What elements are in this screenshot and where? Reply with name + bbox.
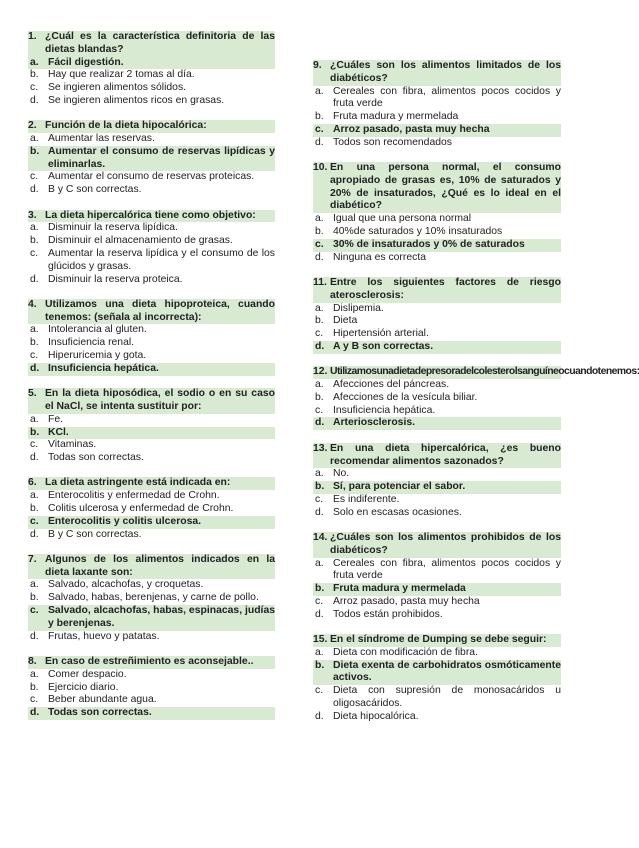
question-text: La dieta hipercalórica tiene como objetivo:: [45, 209, 256, 221]
right-column: [313, 60, 639, 736]
answer-option: [313, 647, 561, 660]
option-text: Salvado, habas, berenjenas, y carne de pollo.: [48, 592, 259, 604]
option-letter: a.: [315, 557, 324, 569]
option-text: Insuficiencia renal.: [48, 337, 135, 349]
option-text: Dislipemia.: [333, 302, 384, 314]
option-text: Arroz pasado, pasta muy hecha: [333, 123, 490, 135]
question-block: [313, 443, 561, 520]
option-text: Es indiferente.: [333, 493, 400, 505]
option-letter: c.: [30, 515, 39, 527]
option-letter: c.: [315, 493, 324, 505]
question-text: ¿Cuáles son los alimentos limitados de los diabéticos?: [330, 60, 561, 84]
option-letter: c.: [30, 247, 39, 259]
question-heading: [28, 477, 275, 490]
option-text: Sí, para potenciar el sabor.: [333, 481, 466, 493]
correct-answer-option: [28, 146, 275, 172]
answer-option: [28, 694, 275, 707]
question-block: [313, 634, 561, 724]
option-text: Fruta madura y mermelada: [333, 583, 466, 595]
option-letter: d.: [30, 707, 40, 719]
option-letter: b.: [315, 315, 324, 327]
option-letter: d.: [315, 608, 324, 620]
option-text: Intolerancia al gluten.: [48, 324, 147, 336]
option-text: B y C son correctas.: [48, 528, 142, 540]
option-text: Vitaminas.: [48, 439, 97, 451]
option-text: Dieta: [333, 315, 358, 327]
option-letter: d.: [30, 184, 39, 196]
answer-option: [28, 579, 275, 592]
option-letter: d.: [30, 273, 39, 285]
option-letter: a.: [315, 302, 324, 314]
question-number: 11.: [313, 276, 327, 288]
correct-answer-option: [313, 341, 561, 354]
question-heading: [28, 120, 275, 133]
question-block: [28, 388, 275, 465]
question-text: En el síndrome de Dumping se debe seguir:: [330, 634, 547, 646]
option-letter: d.: [30, 528, 39, 540]
option-text: Aumentar el consumo de reservas lipídicas y eliminarlas.: [48, 145, 275, 170]
option-text: Afecciones de la vesícula biliar.: [333, 391, 478, 403]
question-block: [313, 162, 561, 264]
question-number: 10.: [313, 162, 328, 174]
option-text: Aumentar las reservas.: [48, 133, 155, 145]
option-text: Disminuir la reserva proteica.: [48, 273, 183, 285]
option-text: No.: [333, 468, 350, 480]
question-text: Función de la dieta hipocalórica:: [45, 120, 207, 132]
answer-option: [313, 392, 561, 405]
answer-option: [313, 328, 561, 341]
question-text: La dieta astringente está indicada en:: [45, 477, 231, 489]
option-text: Arteriosclerosis.: [333, 417, 416, 429]
answer-option: [28, 439, 275, 452]
question-block: [28, 120, 275, 197]
question-number: 12.: [313, 366, 328, 378]
option-letter: d.: [315, 710, 324, 722]
correct-answer-option: [28, 516, 275, 529]
question-text: ¿Cuál es la característica definitoria de las dietas blandas?: [45, 31, 275, 55]
question-heading: [313, 162, 561, 213]
question-heading: [28, 31, 275, 57]
option-text: Comer despacio.: [48, 668, 127, 680]
option-letter: a.: [30, 324, 39, 336]
option-letter: c.: [315, 238, 324, 250]
question-block: [28, 210, 275, 287]
answer-option: [28, 95, 275, 108]
question-heading: [313, 634, 561, 647]
answer-option: [28, 490, 275, 503]
option-letter: c.: [315, 328, 324, 340]
question-number: 1.: [28, 31, 37, 42]
answer-option: [28, 222, 275, 235]
option-letter: d.: [315, 340, 325, 352]
question-text: En una persona normal, el consumo apropiado de grasas es, 10% de saturados y 20% de insaturados, ¿Qué es lo ideal en el diabético?: [330, 162, 561, 212]
option-letter: b.: [30, 503, 39, 514]
option-text: Afecciones del páncreas.: [333, 379, 450, 391]
correct-answer-option: [28, 427, 275, 440]
question-block: [28, 31, 275, 108]
answer-option: [313, 507, 561, 520]
answer-option: [28, 414, 275, 427]
question-heading: [313, 366, 639, 379]
option-letter: d.: [315, 251, 324, 263]
correct-answer-option: [313, 124, 561, 137]
question-heading: [28, 299, 275, 325]
question-block: [28, 656, 275, 720]
option-letter: b.: [30, 145, 40, 157]
question-number: 2.: [28, 120, 37, 132]
option-letter: a.: [315, 468, 324, 480]
answer-option: [28, 337, 275, 350]
answer-option: [28, 324, 275, 337]
option-letter: a.: [315, 379, 324, 391]
option-letter: b.: [315, 391, 324, 403]
option-text: Disminuir el almacenamiento de grasas.: [48, 235, 233, 247]
option-text: Fruta madura y mermelada: [333, 111, 459, 123]
question-block: [313, 60, 561, 150]
answer-option: [313, 596, 561, 609]
option-letter: b.: [30, 592, 39, 604]
option-letter: c.: [30, 171, 39, 183]
option-text: Salvado, alcachofas, habas, espinacas, judías y berenjenas.: [48, 605, 275, 629]
option-text: Todos son recomendados: [333, 136, 452, 148]
left-column: [28, 31, 275, 732]
answer-option: [28, 682, 275, 695]
answer-option: [28, 82, 275, 95]
option-text: Insuficiencia hepática.: [48, 362, 159, 374]
option-text: Solo en escasas ocasiones.: [333, 506, 462, 518]
question-heading: [28, 554, 275, 580]
question-number: 9.: [313, 60, 322, 71]
option-text: Ejercicio diario.: [48, 681, 119, 693]
answer-option: [313, 86, 561, 112]
option-letter: c.: [30, 82, 39, 94]
option-letter: d.: [30, 94, 39, 106]
option-text: Colitis ulcerosa y enfermedad de Crohn.: [48, 503, 234, 514]
option-text: Todas son correctas.: [48, 707, 152, 719]
answer-option: [28, 171, 275, 184]
correct-answer-option: [28, 57, 275, 70]
option-text: Enterocolitis y enfermedad de Crohn.: [48, 490, 220, 502]
option-letter: a.: [30, 579, 39, 591]
option-text: Dieta hipocalórica.: [333, 710, 419, 722]
question-number: 13.: [313, 442, 328, 454]
option-text: Dieta con modificación de fibra.: [333, 646, 478, 658]
question-number: 7.: [28, 553, 37, 565]
option-letter: b.: [315, 111, 324, 123]
answer-option: [28, 452, 275, 465]
question-heading: [313, 277, 561, 303]
answer-option: [28, 235, 275, 248]
correct-answer-option: [313, 481, 561, 494]
option-text: Aumentar el consumo de reservas proteicas.: [48, 171, 255, 183]
option-text: Hipertensión arterial.: [333, 328, 429, 340]
correct-answer-option: [313, 417, 561, 430]
correct-answer-option: [313, 583, 561, 596]
option-letter: b.: [30, 337, 39, 349]
answer-option: [28, 69, 275, 82]
question-block: [313, 277, 561, 354]
option-letter: c.: [315, 595, 324, 607]
option-letter: b.: [315, 226, 324, 238]
option-letter: d.: [315, 417, 325, 429]
option-letter: b.: [315, 481, 325, 493]
option-text: Arroz pasado, pasta muy hecha: [333, 595, 480, 607]
question-text: En una dieta hipercalórica, ¿es bueno recomendar alimentos sazonados?: [330, 442, 561, 467]
correct-answer-option: [313, 660, 561, 686]
option-text: Hiperuricemia y gota.: [48, 350, 147, 362]
option-text: Se ingieren alimentos ricos en grasas.: [48, 94, 225, 106]
question-text: Utilizamos una dieta hipoproteica, cuando tenemos: (señala al incorrecta):: [45, 298, 275, 323]
answer-option: [28, 529, 275, 542]
option-text: Cereales con fibra, alimentos pocos cocidos y fruta verde: [333, 85, 561, 110]
answer-option: [313, 711, 561, 724]
option-text: Enterocolitis y colitis ulcerosa.: [48, 515, 202, 527]
answer-option: [313, 303, 561, 316]
question-heading: [313, 443, 561, 469]
option-letter: a.: [315, 213, 324, 225]
option-letter: a.: [315, 646, 324, 658]
option-text: 30% de insaturados y 0% de saturados: [333, 238, 525, 250]
option-text: 40%de saturados y 10% insaturados: [333, 226, 503, 238]
question-text: Utilizamosunadietadepresoradelcolesterolsanguíneocuandotenemos:: [330, 366, 639, 378]
answer-option: [313, 379, 561, 392]
question-text: Entre los siguientes factores de riesgo aterosclerosis:: [330, 276, 561, 301]
option-letter: d.: [30, 362, 40, 374]
option-letter: a.: [30, 133, 39, 145]
answer-option: [313, 468, 561, 481]
answer-option: [28, 274, 275, 287]
answer-option: [313, 213, 561, 226]
option-letter: b.: [30, 681, 39, 693]
question-text: En la dieta hiposódica, el sodio o en su caso el NaCl, se intenta sustituir por:: [45, 388, 275, 412]
answer-option: [313, 226, 561, 239]
question-heading: [313, 532, 561, 558]
question-block: [313, 532, 561, 622]
answer-option: [313, 558, 561, 584]
option-text: Hay que realizar 2 tomas al día.: [48, 69, 195, 81]
question-number: 4.: [28, 298, 37, 310]
question-block: [313, 366, 639, 430]
option-text: Dieta exenta de carbohidratos osmóticamente activos.: [333, 659, 561, 684]
question-heading: [313, 60, 561, 86]
answer-option: [313, 137, 561, 150]
option-letter: c.: [315, 123, 324, 135]
answer-option: [313, 111, 561, 124]
answer-option: [28, 184, 275, 197]
question-heading: [28, 656, 275, 669]
option-letter: d.: [315, 506, 324, 518]
question-number: 8.: [28, 655, 37, 667]
question-block: [28, 554, 275, 644]
option-text: Igual que una persona normal: [333, 213, 472, 225]
option-text: Salvado, alcachofas, y croquetas.: [48, 579, 204, 591]
question-heading: [28, 388, 275, 414]
option-text: Cereales con fibra, alimentos pocos cocidos y fruta verde: [333, 557, 561, 582]
answer-option: [313, 494, 561, 507]
option-letter: a.: [30, 56, 39, 68]
answer-option: [28, 133, 275, 146]
option-letter: a.: [30, 490, 39, 502]
option-letter: a.: [30, 413, 39, 425]
option-letter: d.: [30, 630, 39, 642]
option-letter: b.: [30, 426, 40, 438]
option-letter: b.: [30, 235, 39, 247]
question-heading: [28, 210, 275, 223]
option-letter: b.: [315, 659, 325, 671]
answer-option: [28, 503, 275, 516]
option-letter: c.: [315, 685, 324, 697]
option-text: Aumentar la reserva lipídica y el consumo de los glúcidos y grasas.: [48, 247, 275, 272]
question-text: ¿Cuáles son los alimentos prohibidos de los diabéticos?: [330, 532, 561, 556]
question-block: [28, 299, 275, 376]
correct-answer-option: [313, 239, 561, 252]
option-text: KCl.: [48, 426, 69, 438]
answer-option: [313, 315, 561, 328]
correct-answer-option: [28, 605, 275, 631]
question-number: 3.: [28, 209, 37, 221]
option-text: B y C son correctas.: [48, 184, 142, 196]
question-block: [28, 477, 275, 541]
answer-option: [28, 631, 275, 644]
option-text: Dieta con supresión de monosacáridos u oligosacáridos.: [333, 685, 561, 710]
option-text: Ninguna es correcta: [333, 251, 426, 263]
answer-option: [28, 350, 275, 363]
question-number: 14.: [313, 532, 328, 543]
answer-option: [28, 248, 275, 274]
option-text: Disminuir la reserva lipídica.: [48, 222, 178, 234]
option-letter: a.: [315, 85, 324, 97]
option-text: Beber abundante agua.: [48, 694, 157, 706]
option-letter: a.: [30, 222, 39, 234]
question-number: 5.: [28, 388, 37, 400]
answer-option: [313, 685, 561, 711]
option-text: Frutas, huevo y patatas.: [48, 630, 160, 642]
option-text: A y B son correctas.: [333, 340, 434, 352]
option-letter: c.: [30, 439, 39, 451]
option-letter: d.: [30, 452, 39, 464]
option-text: Fácil digestión.: [48, 56, 124, 68]
option-letter: d.: [315, 136, 324, 148]
answer-option: [313, 252, 561, 265]
question-text: Algunos de los alimentos indicados en la dieta laxante son:: [45, 553, 275, 578]
correct-answer-option: [28, 363, 275, 376]
option-text: Fe.: [48, 413, 64, 425]
answer-option: [313, 609, 561, 622]
option-letter: c.: [30, 694, 39, 706]
correct-answer-option: [28, 707, 275, 720]
answer-option: [313, 405, 561, 418]
option-text: Todos están prohibidos.: [333, 608, 443, 620]
option-letter: c.: [30, 605, 39, 617]
option-letter: c.: [315, 404, 324, 416]
option-letter: c.: [30, 350, 39, 362]
question-number: 6.: [28, 477, 37, 489]
option-letter: a.: [30, 668, 39, 680]
option-text: Se ingieren alimentos sólidos.: [48, 82, 187, 94]
answer-option: [28, 669, 275, 682]
option-letter: b.: [315, 583, 325, 595]
question-number: 15.: [313, 634, 328, 646]
question-text: En caso de estreñimiento es aconsejable..: [45, 655, 254, 667]
option-letter: b.: [30, 69, 39, 81]
option-text: Insuficiencia hepática.: [333, 404, 436, 416]
answer-option: [28, 592, 275, 605]
option-text: Todas son correctas.: [48, 452, 144, 464]
